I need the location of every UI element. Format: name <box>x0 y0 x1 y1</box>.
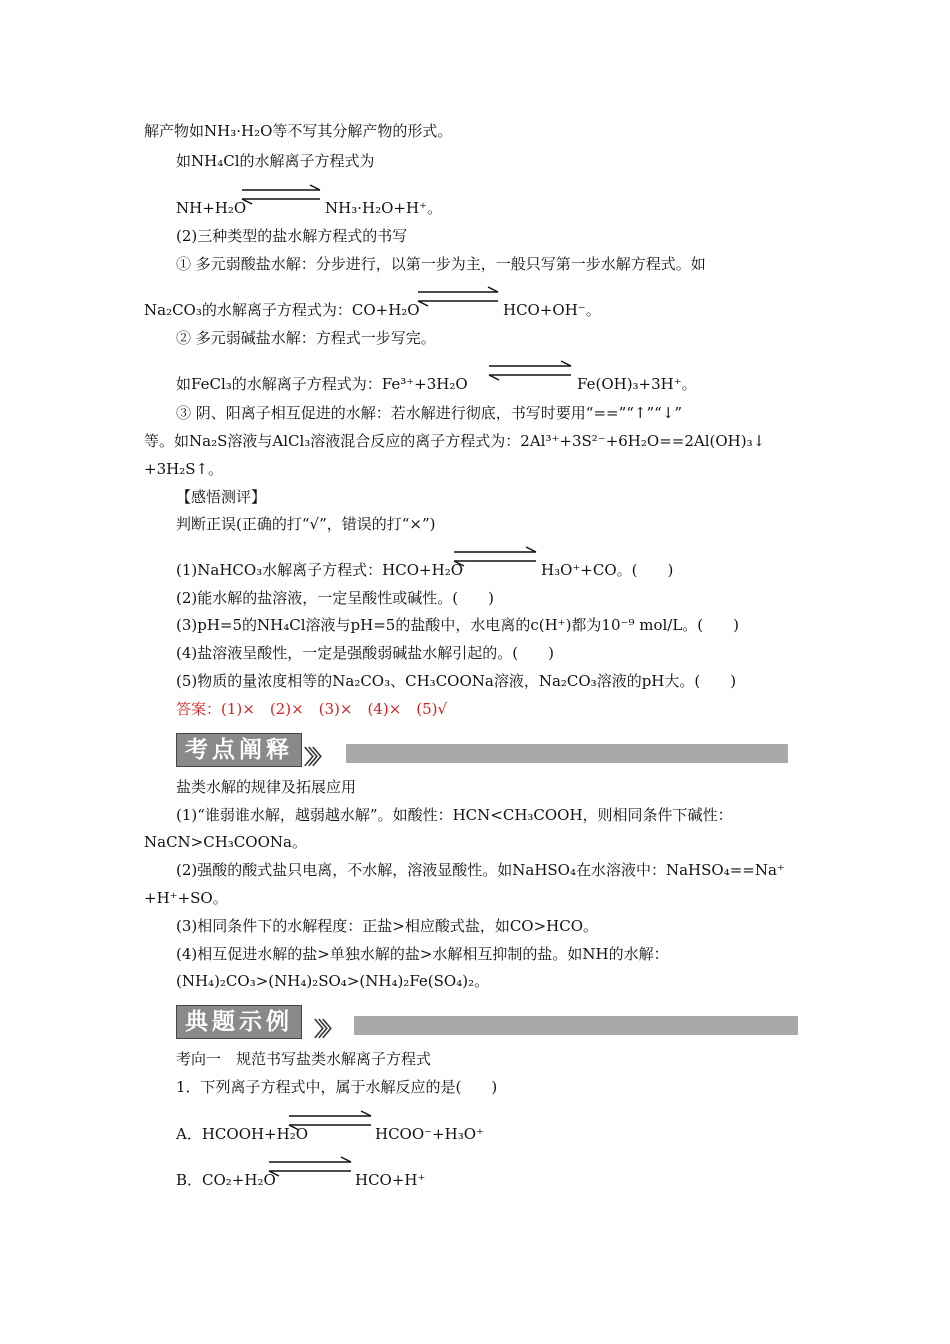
text-line-24: +H⁺+SO。 <box>144 889 228 907</box>
equation-nh4-left: NH+H₂O <box>176 199 247 217</box>
equation-nh4-right: NH₃·H₂O+H⁺。 <box>325 199 442 217</box>
option-b-left: B．CO₂+H₂O <box>176 1171 276 1189</box>
text-line-28: 考向一 规范书写盐类水解离子方程式 <box>176 1050 432 1068</box>
text-line-25: (3)相同条件下的水解程度：正盐>相应酸式盐，如CO>HCO。 <box>176 917 599 935</box>
equation-fecl3-left: 如FeCl₃的水解离子方程式为：Fe³⁺+3H₂O <box>176 375 468 393</box>
answer-line: 答案：(1)× (2)× (3)× (4)× (5)√ <box>176 700 448 718</box>
chevron-right-icon: 〉〉〉 <box>304 745 326 769</box>
question-1-left: (1)NaHCO₃水解离子方程式：HCO+H₂O <box>176 561 464 579</box>
section-banner-diantu <box>176 1005 798 1039</box>
text-line-5: ① 多元弱酸盐水解：分步进行，以第一步为主，一般只写第一步水解方程式。如 <box>176 255 706 273</box>
text-line-26: (4)相互促进水解的盐>单独水解的盐>水解相互抑制的盐。如NH的水解： <box>176 945 669 963</box>
equilibrium-arrow-icon <box>487 360 573 382</box>
text-line-22: NaCN>CH₃COONa。 <box>144 833 307 851</box>
equation-na2co3-right: HCO+OH⁻。 <box>503 301 601 319</box>
question-3: (3)pH=5的NH₄Cl溶液与pH=5的盐酸中，水电离的c(H⁺)都为10⁻⁹ mol/L。( ) <box>176 616 739 634</box>
option-b-right: HCO+H⁺ <box>355 1171 426 1189</box>
text-line-11: +3H₂S↑。 <box>144 460 224 478</box>
chevron-right-icon: 〉〉〉 <box>314 1017 336 1041</box>
banner-bar <box>354 1016 798 1035</box>
equilibrium-arrow-icon <box>452 546 538 568</box>
banner-bar <box>346 744 788 763</box>
text-line-29: 1．下列离子方程式中，属于水解反应的是( ) <box>176 1078 498 1096</box>
text-line-4: (2)三种类型的盐水解方程式的书写 <box>176 227 408 245</box>
equilibrium-arrow-icon <box>240 184 322 206</box>
question-4: (4)盐溶液呈酸性，一定是强酸弱碱盐水解引起的。( ) <box>176 644 554 662</box>
option-a-right: HCOO⁻+H₃O⁺ <box>375 1125 484 1143</box>
text-line-20: 盐类水解的规律及拓展应用 <box>176 778 357 796</box>
equation-na2co3-left: Na₂CO₃的水解离子方程式为：CO+H₂O <box>144 301 420 319</box>
equilibrium-arrow-icon <box>287 1110 373 1132</box>
text-line-27: (NH₄)₂CO₃>(NH₄)₂SO₄>(NH₄)₂Fe(SO₄)₂。 <box>176 972 490 990</box>
question-5: (5)物质的量浓度相等的Na₂CO₃、CH₃COONa溶液，Na₂CO₃溶液的pH大。( ) <box>176 672 737 690</box>
text-line-1: 解产物如NH₃·H₂O等不写其分解产物的形式。 <box>144 122 453 140</box>
text-line-7: ② 多元弱碱盐水解：方程式一步写完。 <box>176 329 436 347</box>
banner-title: 考点阐释 <box>176 733 302 767</box>
text-line-10: 等。如Na₂S溶液与AlCl₃溶液混合反应的离子方程式为：2Al³⁺+3S²⁻+6H₂O==2Al(OH)₃↓ <box>144 432 766 450</box>
text-line-23: (2)强酸的酸式盐只电离，不水解，溶液显酸性。如NaHSO₄在水溶液中：NaHSO₄==Na⁺ <box>176 861 785 879</box>
section-banner-kaodian <box>176 733 788 767</box>
text-line-21: (1)“谁弱谁水解，越弱越水解”。如酸性：HCN<CH₃COOH，则相同条件下碱性： <box>176 806 733 824</box>
option-a-left: A．HCOOH+H₂O <box>176 1125 309 1143</box>
question-2: (2)能水解的盐溶液，一定呈酸性或碱性。( ) <box>176 589 494 607</box>
text-line-9: ③ 阴、阳离子相互促进的水解：若水解进行彻底，书写时要用“==”“↑”“↓” <box>176 404 683 422</box>
question-1-right: H₃O⁺+CO。( ) <box>541 561 674 579</box>
section-heading-review: 【感悟测评】 <box>176 488 267 506</box>
banner-title: 典题示例 <box>176 1005 302 1039</box>
text-line-2: 如NH₄Cl的水解离子方程式为 <box>176 152 375 170</box>
text-line-13: 判断正误(正确的打“√”，错误的打“×”) <box>176 515 436 533</box>
equation-fecl3-right: Fe(OH)₃+3H⁺。 <box>577 375 697 393</box>
equilibrium-arrow-icon <box>267 1156 353 1178</box>
equilibrium-arrow-icon <box>416 286 500 308</box>
